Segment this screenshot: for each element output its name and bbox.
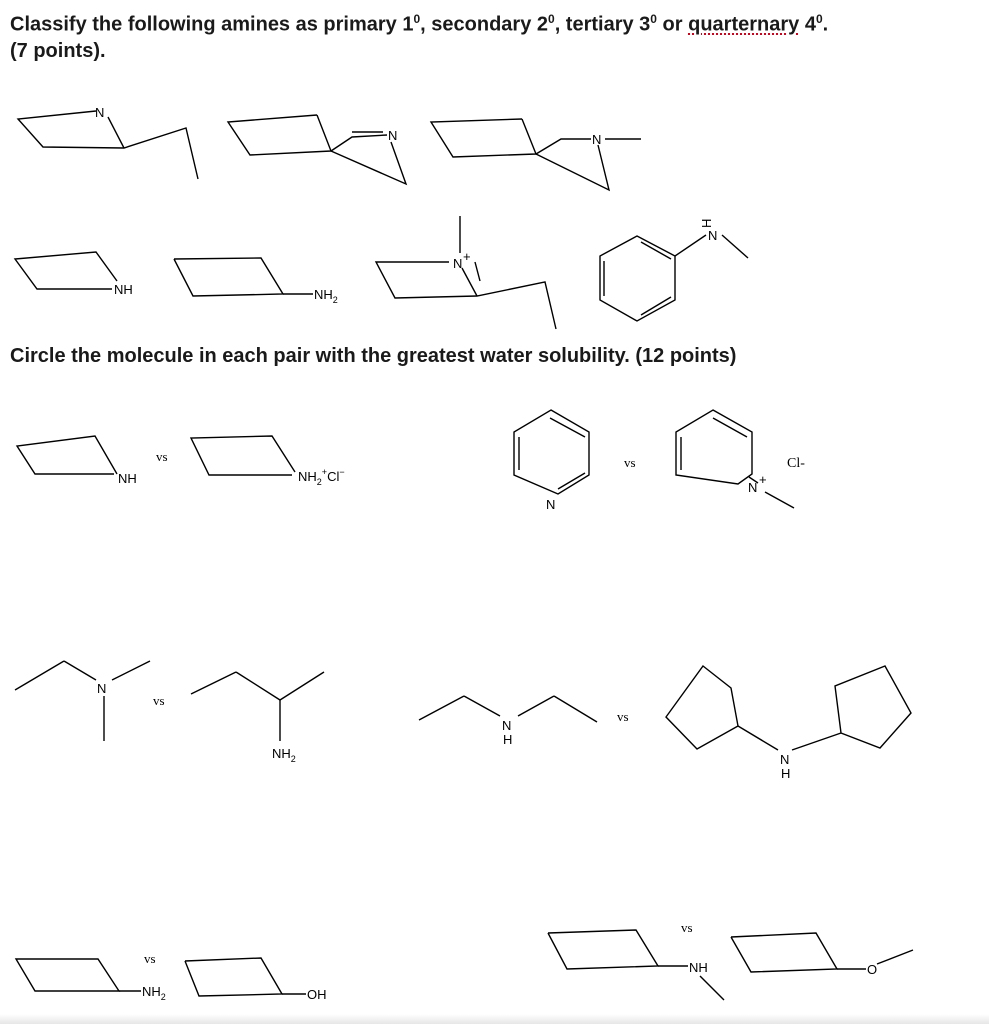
svg-text:NH2: $NH_2$	[272, 746, 296, 764]
svg-text:H: H	[699, 218, 714, 228]
molecule-bicyclic-n-methyl-amine	[431, 119, 641, 190]
pair-4-vs: vs	[617, 709, 629, 724]
molecule-piperidine	[15, 252, 133, 297]
pair-3-vs: vs	[153, 693, 165, 708]
svg-text:N: N	[502, 718, 512, 733]
bottom-edge-shadow	[0, 1014, 989, 1024]
question-1: Classify the following amines as primary $1^0$, secondary $2^0$, tertiary $3^0$ or quarternary $4^0$. (7 points).	[10, 12, 829, 62]
pair-3-left-triethylamine	[15, 661, 150, 741]
svg-text:H: H	[781, 766, 791, 781]
pair-1-left-piperidine	[17, 436, 137, 486]
svg-text:NH2+Cl−: $NH_2^+Cl^-$	[298, 467, 345, 487]
molecule-n-methylaniline	[600, 219, 748, 321]
svg-text:NH: NH	[114, 282, 133, 297]
question-2: Circle the molecule in each pair with the greatest water solubility. (12 points)	[10, 345, 737, 367]
pair-1-right-piperidinium-chloride	[191, 436, 345, 487]
pair-1-vs: vs	[156, 449, 168, 464]
pair-5-vs-left: vs	[144, 951, 156, 966]
svg-text:N: N	[97, 681, 107, 696]
pair-3-right-pentan-3-amine	[191, 672, 324, 764]
svg-text:OH: OH	[307, 987, 327, 1002]
svg-text:NH: NH	[118, 471, 137, 486]
svg-text:N: N	[592, 132, 602, 147]
svg-text:N: N	[748, 480, 758, 495]
pair-6-right-methoxycyclohexane	[731, 933, 913, 977]
svg-text:N: N	[546, 497, 556, 512]
svg-text:N: N	[453, 256, 463, 271]
molecule-fused-bicyclic-tertiary-amine	[18, 105, 198, 179]
svg-text:H: H	[503, 732, 513, 747]
svg-text:N: N	[95, 105, 105, 120]
svg-text:N: N	[780, 752, 790, 767]
pair-6-left-n-methylcyclohexylamine	[548, 930, 724, 1000]
pair-6-vs: vs	[681, 920, 693, 935]
svg-text:+: +	[463, 249, 471, 264]
svg-text:NH2: $NH_2$	[314, 287, 338, 305]
svg-text:O: O	[867, 962, 878, 977]
pair-2-chloride-counterion: Cl-	[787, 456, 805, 471]
svg-text:N: N	[388, 128, 398, 143]
pair-2-left-pyridine	[514, 410, 589, 512]
molecule-quaternary-ammonium	[376, 216, 556, 329]
svg-text:N: N	[708, 228, 718, 243]
question-1-points: (7 points).	[10, 39, 106, 62]
svg-text:+: +	[759, 472, 767, 487]
misspelled-word[interactable]: quarternary	[688, 13, 800, 36]
pair-5-middle-cyclohexanol	[185, 958, 327, 1002]
molecule-cyclohexylamine	[174, 258, 338, 305]
svg-text:NH2: $NH_2$	[142, 984, 166, 1002]
svg-text:NH: NH	[689, 960, 708, 975]
pair-2-right-methylpyridinium-chloride	[676, 410, 794, 508]
pair-2-vs: vs	[624, 455, 636, 470]
pair-4-right-dicyclopentylamine	[666, 666, 911, 781]
pair-4-left-diethylamine	[419, 696, 597, 747]
molecule-bicyclic-imine	[228, 115, 406, 184]
